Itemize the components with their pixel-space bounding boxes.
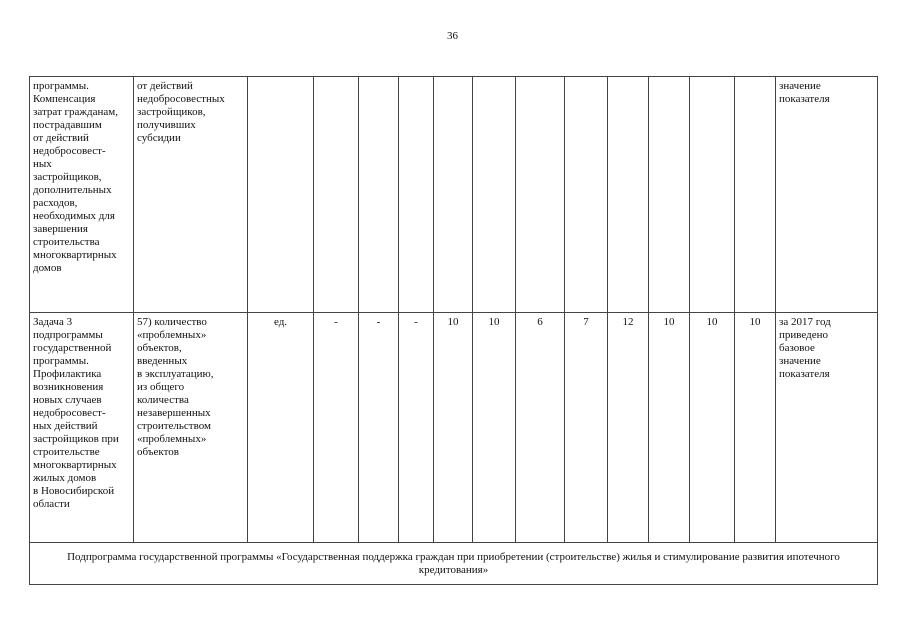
value-cell xyxy=(649,77,690,313)
indicator-text: от действий недобросовестных застройщиков, получивших субсидии xyxy=(137,80,225,144)
value-cell xyxy=(565,77,608,313)
value-cell xyxy=(608,77,649,313)
value-cell xyxy=(690,77,735,313)
indicator-text: 57) количество «проблемных» объектов, введенных в эксплуатацию, из общего количества незавершенных строительством «проблемных» объектов xyxy=(137,316,214,458)
value-cell xyxy=(735,77,776,313)
value-cell xyxy=(473,77,516,313)
value-cell: 6 xyxy=(516,313,565,543)
task-text: программы. Компенсация затрат гражданам, пострадавшим от действий недобросовест- ных застройщиков, дополнительных расходов, необходимых для завершения строительства многоквартирных домов xyxy=(33,80,118,274)
table-row xyxy=(30,77,878,313)
indicator-cell xyxy=(134,77,248,313)
task-cell xyxy=(30,77,134,313)
value-cell: 10 xyxy=(735,313,776,543)
value-cell: 10 xyxy=(690,313,735,543)
value-cell: 7 xyxy=(565,313,608,543)
value-cell xyxy=(434,77,473,313)
indicator-cell xyxy=(134,313,248,543)
value-cell xyxy=(516,77,565,313)
note-cell xyxy=(776,77,878,313)
table-row xyxy=(30,313,878,543)
unit-cell xyxy=(248,77,314,313)
value-cell: 10 xyxy=(473,313,516,543)
value-cell xyxy=(359,77,399,313)
page-number: 36 xyxy=(447,30,458,42)
value-cell: 12 xyxy=(608,313,649,543)
value-cell: - xyxy=(399,313,434,543)
note-text: значение показателя xyxy=(779,80,830,105)
value-cell xyxy=(314,77,359,313)
task-cell xyxy=(30,313,134,543)
indicator-table xyxy=(29,76,878,585)
unit-cell: ед. xyxy=(248,313,314,543)
subprogram-heading: Подпрограмма государственной программы «Государственная поддержка граждан при приобретении (строительстве) жилья и стимулирование развития ипотечного кредитования» xyxy=(30,543,878,585)
task-text: Задача 3 подпрограммы государственной программы. Профилактика возникновения новых случаев недобросовест- ных действий застройщиков при строительстве многоквартирных жилых домов в Новосибирской области xyxy=(33,316,119,510)
note-cell xyxy=(776,313,878,543)
value-cell: - xyxy=(359,313,399,543)
table-row xyxy=(30,543,878,585)
value-cell: 10 xyxy=(649,313,690,543)
value-cell: 10 xyxy=(434,313,473,543)
note-text: за 2017 год приведено базовое значение показателя xyxy=(779,316,831,380)
value-cell: - xyxy=(314,313,359,543)
value-cell xyxy=(399,77,434,313)
